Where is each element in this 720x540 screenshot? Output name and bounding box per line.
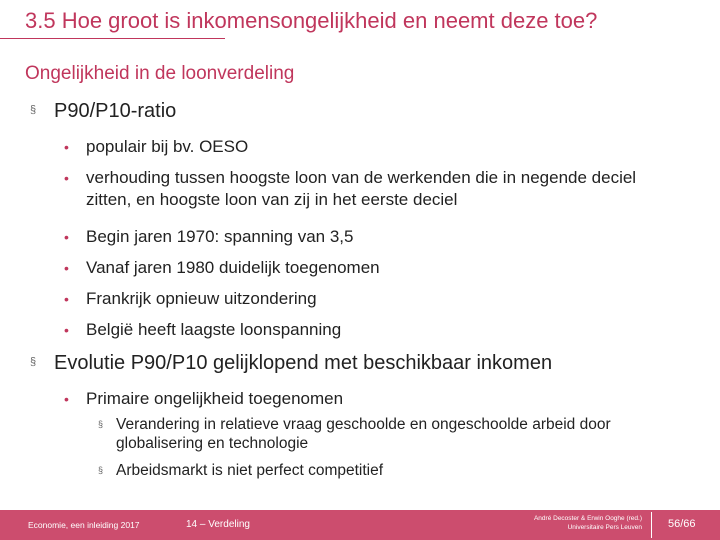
- sub-list-item: [98, 415, 678, 453]
- dot-bullet-icon: •: [64, 170, 69, 186]
- slide-title: 3.5 Hoe groot is inkomensongelijkheid en neemt deze toe?: [25, 8, 598, 33]
- bullet-label: Evolutie P90/P10 gelijklopend met beschikbaar inkomen: [54, 352, 553, 374]
- list-item: [64, 257, 684, 279]
- list-item: [64, 167, 684, 211]
- title-underline: [0, 38, 225, 39]
- square-bullet-icon: §: [98, 465, 104, 475]
- sub-list-item-text: Verandering in relatieve vraag geschoolde en ongeschoolde arbeid door globalisering en technologie: [116, 416, 611, 452]
- dot-bullet-icon: •: [64, 229, 69, 245]
- square-bullet-icon: §: [30, 355, 37, 368]
- list-item-text: Begin jaren 1970: spanning van 3,5: [86, 227, 354, 246]
- footer-chapter: 14 – Verdeling: [186, 519, 250, 530]
- section-heading: Ongelijkheid in de loonverdeling: [25, 63, 295, 84]
- square-bullet-icon: §: [30, 103, 37, 116]
- list-item: [64, 136, 684, 158]
- square-bullet-icon: §: [98, 419, 104, 429]
- list-item-text: populair bij bv. OESO: [86, 137, 249, 156]
- dot-bullet-icon: •: [64, 322, 69, 338]
- list-item-text: Vanaf jaren 1980 duidelijk toegenomen: [86, 258, 380, 277]
- bullet-p90-p10: [30, 100, 176, 123]
- list-item-text: België heeft laagste loonspanning: [86, 320, 342, 339]
- dot-bullet-icon: •: [64, 260, 69, 276]
- list-item: [64, 288, 684, 310]
- list-item: [64, 226, 684, 248]
- list-item-text: verhouding tussen hoogste loon van de werkenden die in negende deciel zitten, en hoogste loon van zij in het eerste deciel: [86, 168, 637, 209]
- list-item: [64, 319, 684, 341]
- dot-bullet-icon: •: [64, 291, 69, 307]
- bullet-label: P90/P10-ratio: [54, 100, 177, 122]
- footer-bar: [0, 510, 720, 540]
- footer-authors: André Decoster & Erwin Ooghe (red.) Universitaire Pers Leuven: [533, 515, 642, 531]
- page-number: 56/66: [668, 518, 696, 530]
- list-item-text: Frankrijk opnieuw uitzondering: [86, 289, 317, 308]
- sub-list-item-text: Arbeidsmarkt is niet perfect competitief: [116, 462, 384, 479]
- sub-list-item: [98, 461, 678, 480]
- footer-divider: [651, 512, 652, 538]
- list-item: [64, 388, 684, 410]
- list-item-text: Primaire ongelijkheid toegenomen: [86, 389, 344, 408]
- footer-book-title: Economie, een inleiding 2017: [28, 520, 140, 530]
- dot-bullet-icon: •: [64, 139, 69, 155]
- dot-bullet-icon: •: [64, 391, 69, 407]
- bullet-evolutie: [30, 352, 552, 375]
